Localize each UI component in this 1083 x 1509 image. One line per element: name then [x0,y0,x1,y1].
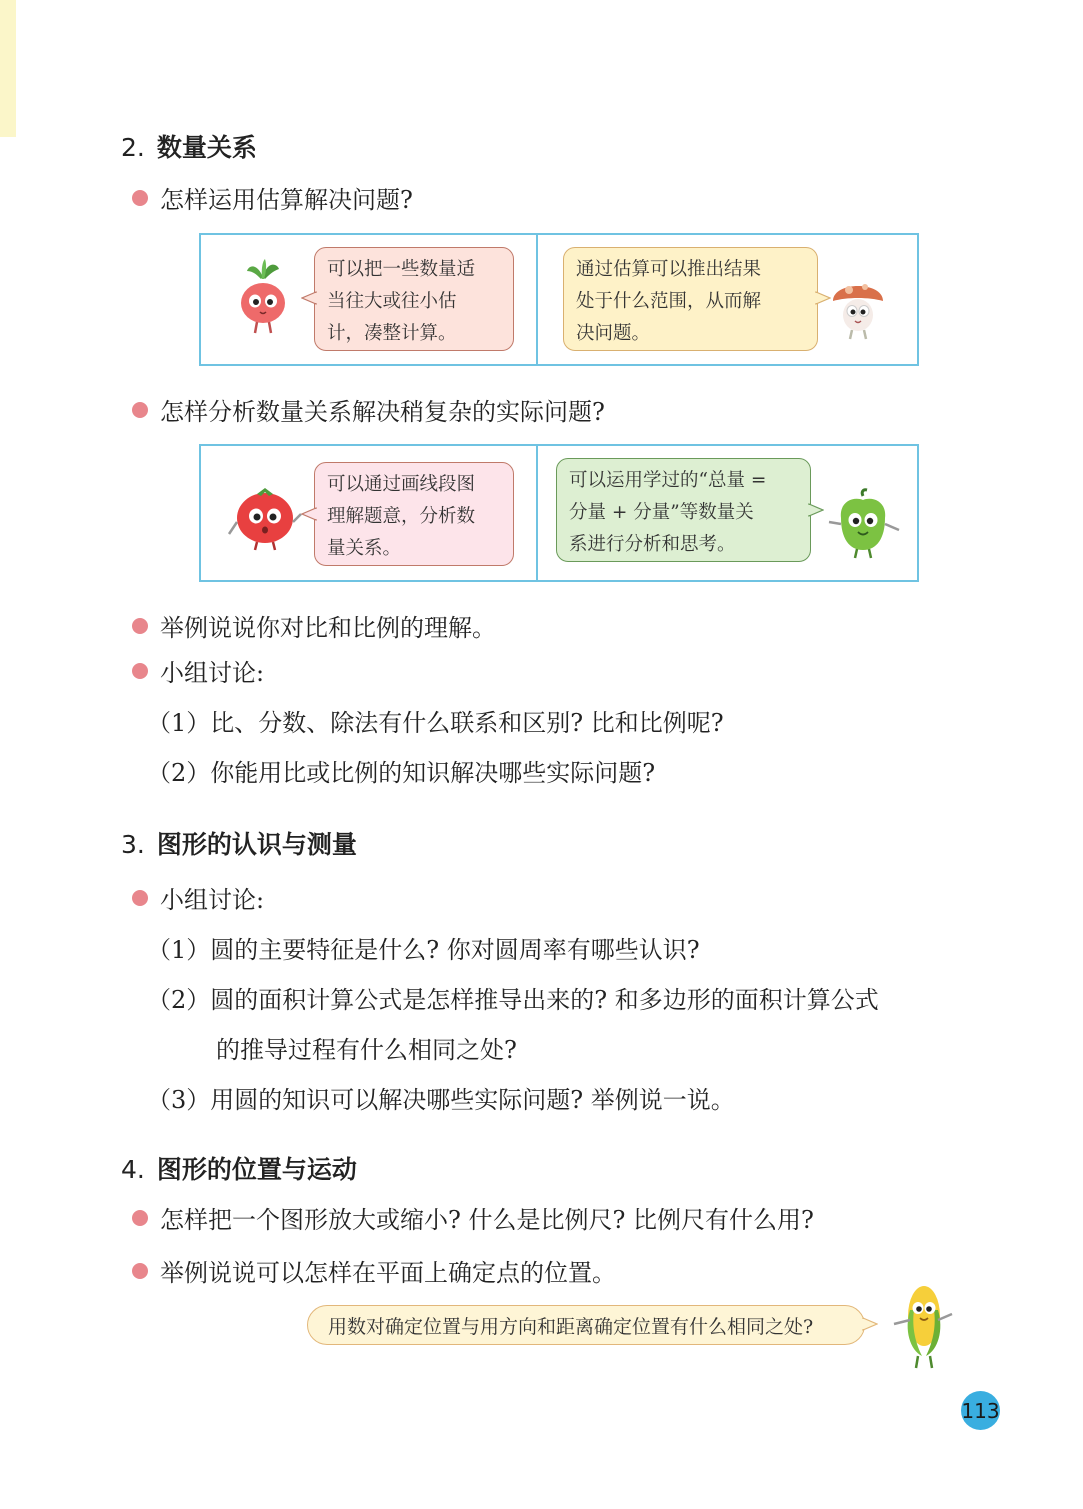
page-number-badge: 113 [961,1391,1000,1430]
corn-character-icon [884,1280,960,1370]
speech-bubble-radish: 可以把一些数量适 当往大或往小估 计，凑整计算。 [314,247,514,351]
tomato-character-icon [227,482,303,552]
radish-character-icon [231,257,295,337]
bubble-tail-icon [301,290,317,306]
bullet-icon [132,1263,148,1279]
frame-divider [536,235,538,364]
dialogue-frame-quantity [199,444,919,582]
section-2-heading: 2. 数量关系 [121,133,257,162]
question-ratio-example: 举例说说你对比和比例的理解。 [132,608,496,643]
discussion-item: （3）用圆的知识可以解决哪些实际问题? 举例说一说。 [147,1086,735,1114]
bullet-icon [132,190,148,206]
bullet-icon [132,663,148,679]
speech-bubble-tomato: 可以通过画线段图 理解题意，分析数 量关系。 [314,462,514,566]
bullet-icon [132,1210,148,1226]
bubble-tail-icon [808,502,824,518]
section-3-heading: 3. 图形的认识与测量 [121,830,357,859]
discussion-item-continuation: 的推导过程有什么相同之处? [216,1036,517,1064]
group-discussion-circle: 小组讨论: [132,880,264,915]
frame-divider [536,446,538,580]
question-estimation: 怎样运用估算解决问题? [132,180,413,215]
question-quantity-relations: 怎样分析数量关系解决稍复杂的实际问题? [132,392,605,427]
question-scale: 怎样把一个图形放大或缩小? 什么是比例尺? 比例尺有什么用? [132,1200,814,1235]
speech-bubble-corn: 用数对确定位置与用方向和距离确定位置有什么相同之处? [307,1305,865,1345]
speech-bubble-pepper: 可以运用学过的“总量 = 分量 + 分量”等数量关 系进行分析和思考。 [556,458,811,562]
page-edge-tab [0,0,16,137]
dialogue-frame-estimation [199,233,919,366]
discussion-item: （2）你能用比或比例的知识解决哪些实际问题? [147,759,656,787]
discussion-item: （2）圆的面积计算公式是怎样推导出来的? 和多边形的面积计算公式 [147,986,879,1014]
section-4-heading: 4. 图形的位置与运动 [121,1155,357,1184]
group-discussion-ratio: 小组讨论: [132,653,264,688]
question-position: 举例说说可以怎样在平面上确定点的位置。 [132,1253,616,1288]
discussion-item: （1）比、分数、除法有什么联系和区别? 比和比例呢? [147,709,724,737]
green-pepper-character-icon [823,488,903,560]
speech-bubble-mushroom: 通过估算可以推出结果 处于什么范围，从而解 决问题。 [563,247,818,351]
bubble-tail-icon [301,506,317,522]
bullet-icon [132,618,148,634]
bullet-icon [132,890,148,906]
bullet-icon [132,402,148,418]
bubble-tail-icon [862,1316,878,1332]
discussion-item: （1）圆的主要特征是什么? 你对圆周率有哪些认识? [147,936,700,964]
mushroom-character-icon [829,273,887,343]
